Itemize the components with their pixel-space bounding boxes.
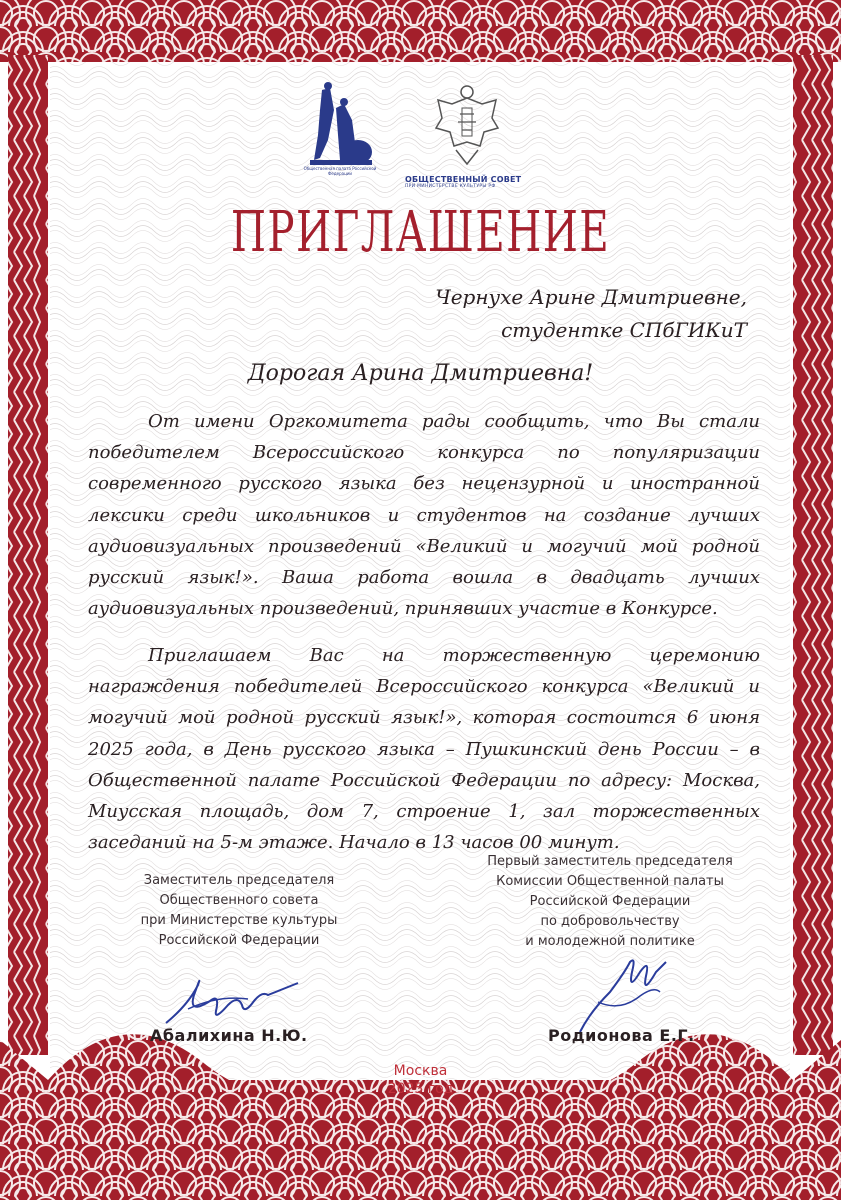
- left-signatory-name: Абалихина Н.Ю.: [150, 1026, 308, 1045]
- public-council-subtitle: ПРИ МИНИСТЕРСТВЕ КУЛЬТУРЫ РФ: [405, 184, 496, 189]
- right-title-line: Первый заместитель председателя: [487, 854, 733, 869]
- paragraph-invitation: Приглашаем Вас на торжественную церемонию награждения победителей Всероссийского конкурса «Великий и могучий мой родной русский язык!», которая состоится 6 июня 2025 года, в День русского языка – Пушкинский день России – в Общественной палате Российской Федерации по адресу: Москва, Миусская площадь, дом 7, строение 1, зал торжественных заседаний на 5-м этаже. Начало в 13 часов 00 минут.: [88, 645, 760, 854]
- logos-block: [300, 80, 590, 190]
- left-title-line: Заместитель председателя: [143, 873, 335, 888]
- left-signature: [158, 965, 308, 1035]
- coat-of-arms-logo: [432, 84, 502, 170]
- public-chamber-caption: Общественная палата Российской Федерации: [303, 166, 377, 176]
- paragraph-announcement: От имени Оргкомитета рады сообщить, что Вы стали победителем Всероссийского конкурса по популяризации современного русского языка без нецензурной и иностранной лексики среди школьников и студентов на создание лучших аудиовизуальных произведений «Великий и могучий мой родной русский язык!». Ваша работа вошла в двадцать лучших аудиовизуальных произведений, принявших участие в Конкурсе.: [88, 411, 760, 620]
- place-and-year: [0, 1062, 841, 1098]
- right-title-line: и молодежной политике: [525, 934, 695, 949]
- greeting: Дорогая Арина Дмитриевна!: [247, 361, 594, 386]
- left-title-line: при Министерстве культуры: [140, 913, 338, 928]
- public-chamber-logo: [300, 80, 380, 170]
- city: Москва: [393, 1063, 448, 1079]
- right-title-line: Российской Федерации: [529, 894, 691, 909]
- left-signatory-title: [114, 871, 364, 951]
- addressee-name: Чернухе Арине Дмитриевне,: [435, 285, 747, 309]
- public-council-caption: [405, 175, 595, 189]
- year: 2025 год: [387, 1081, 454, 1097]
- left-title-line: Общественного совета: [159, 893, 319, 908]
- addressee: [435, 281, 747, 347]
- right-signatory-name: Родионова Е.Г.: [548, 1026, 695, 1045]
- right-title-line: Комиссии Общественной палаты: [496, 874, 724, 889]
- addressee-position: студентке СПбГИКиТ: [501, 318, 747, 342]
- right-title-line: по добровольчеству: [540, 914, 680, 929]
- right-signatory-title: [480, 852, 740, 952]
- left-title-line: Российской Федерации: [158, 933, 320, 948]
- public-council-title: ОБЩЕСТВЕННЫЙ СОВЕТ: [405, 175, 522, 184]
- invitation-title: ПРИГЛАШЕНИЕ: [230, 200, 611, 265]
